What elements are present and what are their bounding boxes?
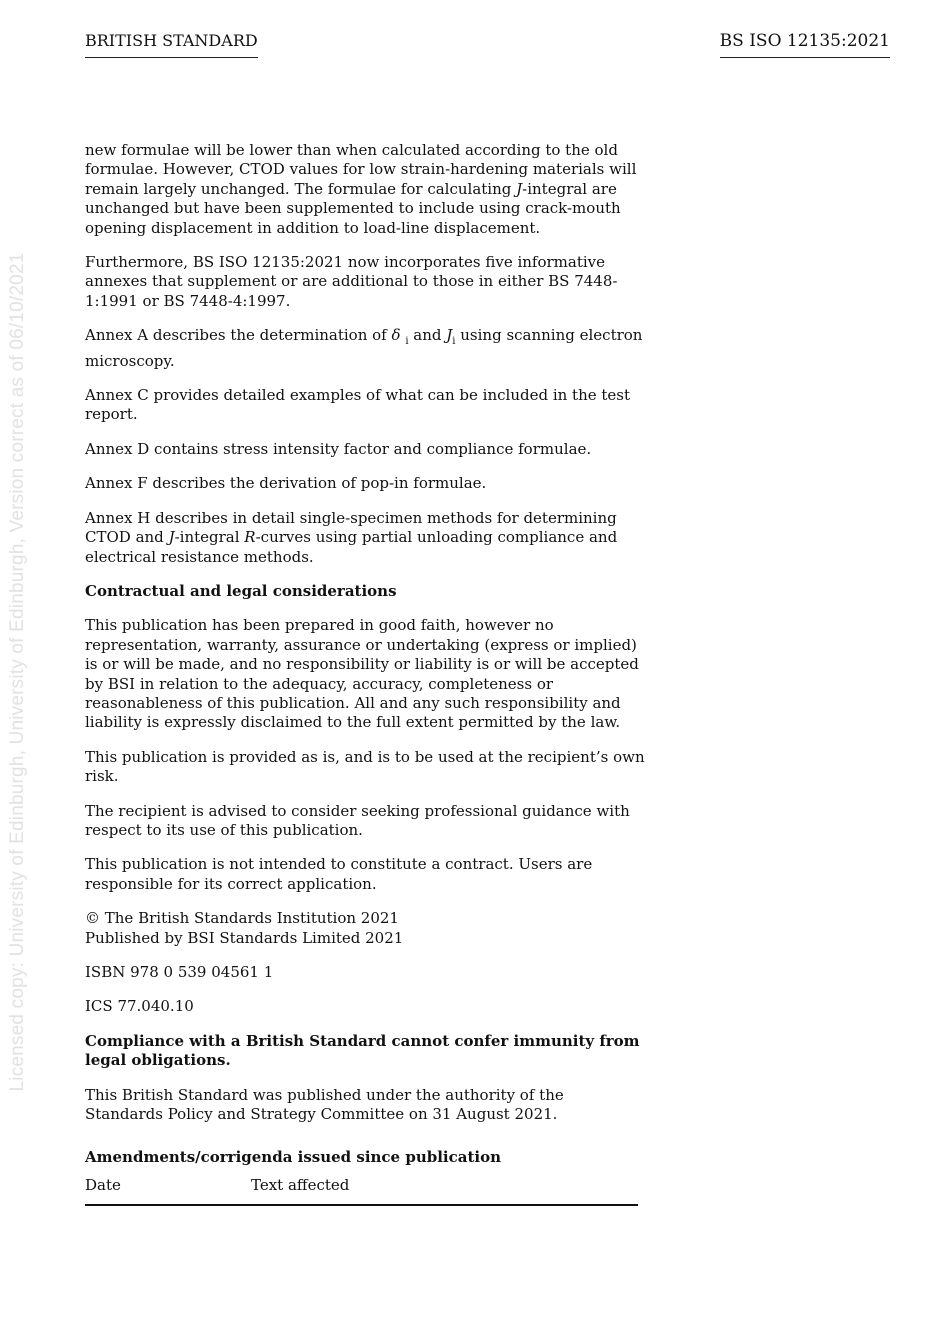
- amendments-col-date: Date: [85, 1175, 121, 1194]
- authority-statement: This British Standard was published under the authority of the Standards Policy and Strategy Committee on 31 August 2021.: [85, 1085, 564, 1124]
- paragraph-not-contract: This publication is not intended to constitute a contract. Users are responsible for its correct application.: [85, 855, 593, 893]
- paragraph-formulae: new formulae will be lower than when calculated according to the old formulae. However, CTOD values for low strain-hardening materials will remain largely unchanged. The formulae for calculating J-integral are unchanged but have been supplemented to include using crack-mouth opening displacement in addition to load-line displacement.: [85, 141, 637, 237]
- amendments-table: [85, 1176, 638, 1206]
- paragraph-good-faith: This publication has been prepared in good faith, however no representation, warranty, assurance or undertaking (express or implied) is or will be made, and no responsibility or liability is or will be accepted by BSI in relation to the adequacy, accuracy, completeness or reasonableness of this publication. All and any such responsibility and liability is expressly disclaimed to the full extent permitted by the law.: [85, 616, 639, 732]
- license-watermark: Licensed copy: University of Edinburgh, University of Edinburgh, Version correct as of 06/10/2021: [7, 252, 28, 1092]
- paragraph-annexes-intro: Furthermore, BS ISO 12135:2021 now incorporates five informative annexes that supplement or are additional to those in either BS 7448- 1:1991 or BS 7448-4:1997.: [85, 253, 618, 310]
- paragraph-annex-h: Annex H describes in detail single-specimen methods for determining CTOD and J-integral R-curves using partial unloading compliance and electrical resistance methods.: [85, 508, 618, 566]
- paragraph-annex-c: Annex C provides detailed examples of what can be included in the test report.: [85, 386, 631, 424]
- page-body: [85, 141, 645, 1206]
- paragraph-guidance: The recipient is advised to consider seeking professional guidance with respect to its use of this publication.: [85, 801, 630, 839]
- paragraph-annex-f: Annex F describes the derivation of pop-in formulae.: [85, 474, 487, 493]
- running-header-right: BS ISO 12135:2021: [720, 31, 890, 58]
- compliance-statement: Compliance with a British Standard cannot confer immunity from legal obligations.: [85, 1031, 640, 1070]
- paragraph-as-is: This publication is provided as is, and is to be used at the recipient’s own risk.: [85, 747, 645, 786]
- running-header-left: BRITISH STANDARD: [85, 31, 258, 58]
- paragraph-annex-a: Annex A describes the determination of δ $_i$ and $J_i$ using scanning electron microscopy.: [85, 326, 643, 370]
- paragraph-annex-d: Annex D contains stress intensity factor and compliance formulae.: [85, 439, 592, 458]
- ics-code: ICS 77.040.10: [85, 997, 194, 1016]
- amendments-heading: Amendments/corrigenda issued since publication: [85, 1148, 501, 1167]
- amendments-col-text: Text affected: [251, 1175, 350, 1194]
- copyright-block: © The British Standards Institution 2021 Published by BSI Standards Limited 2021: [85, 909, 404, 947]
- legal-heading: Contractual and legal considerations: [85, 581, 397, 600]
- isbn: ISBN 978 0 539 04561 1: [85, 963, 274, 981]
